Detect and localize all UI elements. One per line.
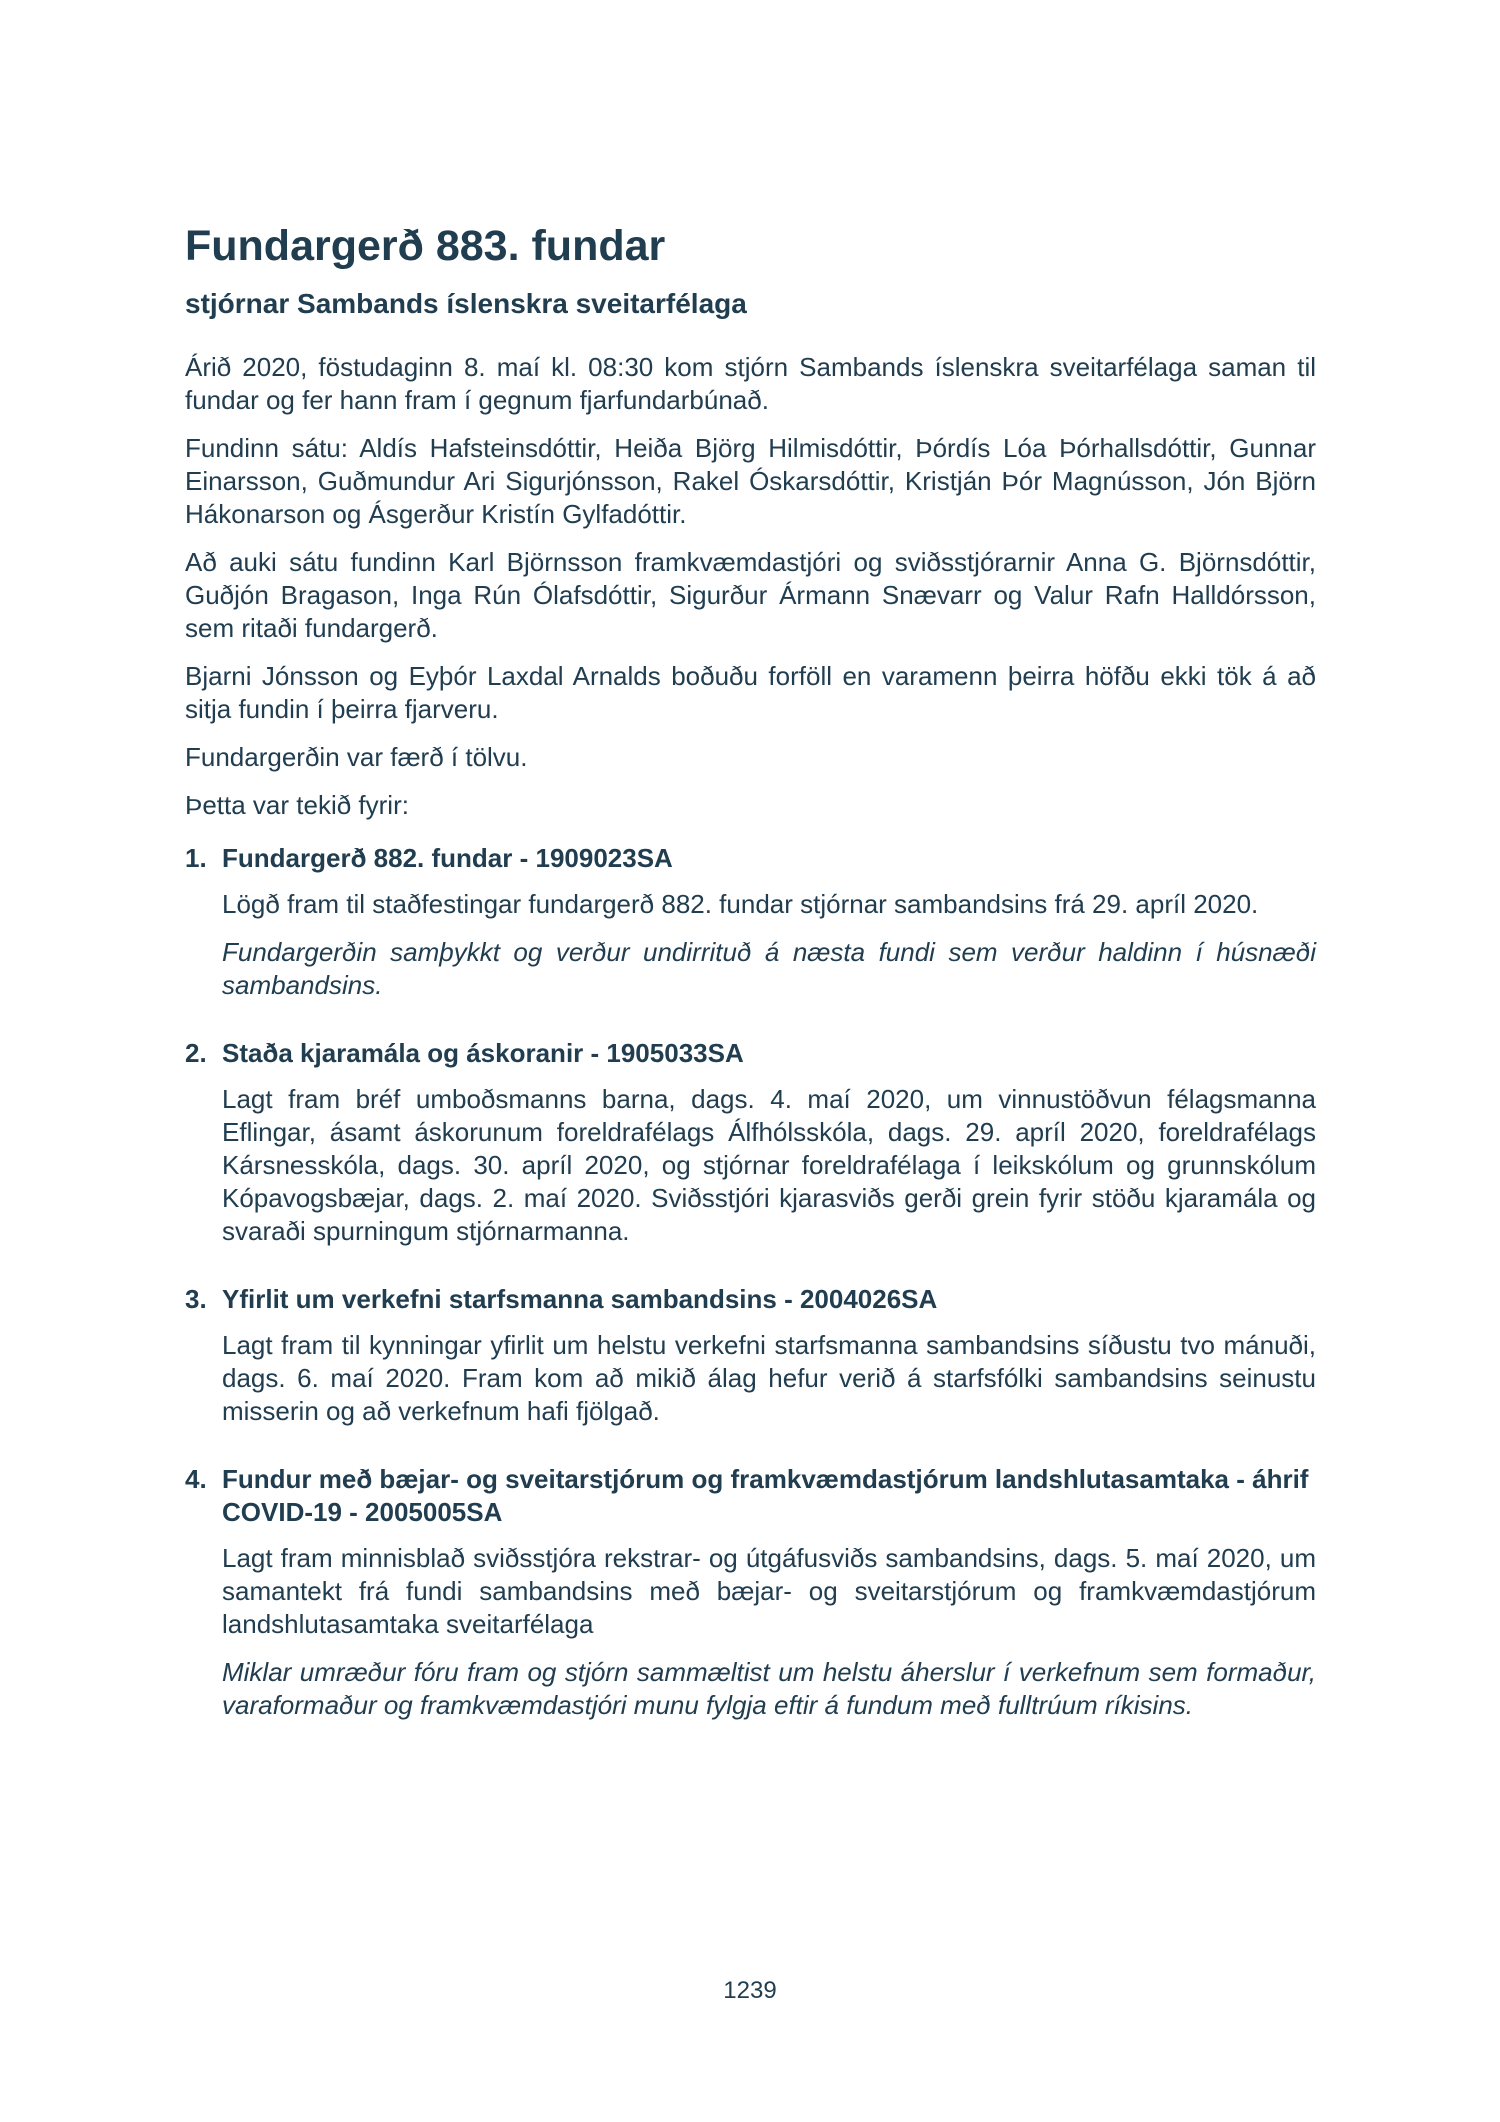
agenda-item-body: Lagt fram minnisblað sviðsstjóra rekstrar- og útgáfusviðs sambandsins, dags. 5. maí 2020, um samantekt frá fundi sambandsins með bæjar- og sveitarstjórum og framkvæmdastjórum landshlutasamtaka sveitarfélaga	[222, 1543, 1316, 1640]
agenda-item-number: 2.	[185, 1038, 207, 1069]
agenda-item-content	[222, 1037, 1316, 1263]
page-number: 1239	[723, 1977, 777, 2004]
document-subtitle: stjórnar Sambands íslenskra sveitarfélaga	[185, 288, 747, 320]
agenda-item-content	[222, 1463, 1316, 1737]
agenda-item-number: 4.	[185, 1464, 207, 1495]
agenda-item-body: Lagt fram bréf umboðsmanns barna, dags. 4. maí 2020, um vinnustöðvun félagsmanna Eflingar, ásamt áskorunum foreldrafélags Álfhólsskóla, dags. 29. apríl 2020, foreldrafélags Kársnesskóla, dags. 30. apríl 2020, og stjórnar foreldrafélaga í leikskólum og grunnskólum Kópavogsbæjar, dags. 2. maí 2020. Sviðsstjóri kjarasviðs gerði grein fyrir stöðu kjaramála og svaraði spurningum stjórnarmanna.	[222, 1084, 1316, 1247]
agenda-item-heading: Fundur með bæjar- og sveitarstjórum og framkvæmdastjórum landshlutasamtaka - áhrif COVID-19 - 2005005SA	[222, 1464, 1309, 1528]
intro-paragraph-minutes-note: Fundargerðin var færð í tölvu.	[185, 742, 528, 773]
document-content	[185, 222, 1316, 1737]
agenda-item-content	[222, 1283, 1316, 1443]
agenda-item-number: 3.	[185, 1284, 207, 1315]
agenda-item-resolution: Miklar umræður fóru fram og stjórn sammæltist um helstu áherslur í verkefnum sem formaður, varaformaður og framkvæmdastjóri munu fylgja eftir á fundum með fulltrúum ríkisins.	[222, 1657, 1316, 1721]
document-title: Fundargerð 883. fundar	[185, 222, 666, 270]
intro-paragraph-attendees: Fundinn sátu: Aldís Hafsteinsdóttir, Heiða Björg Hilmisdóttir, Þórdís Lóa Þórhallsdóttir, Gunnar Einarsson, Guðmundur Ari Sigurjónsson, Rakel Óskarsdóttir, Kristján Þór Magnússon, Jón Björn Hákonarson og Ásgerður Kristín Gylfadóttir.	[185, 433, 1316, 530]
agenda-item-heading: Staða kjaramála og áskoranir - 1905033SA	[222, 1038, 744, 1069]
agenda-item-number: 1.	[185, 843, 207, 874]
intro-paragraph-staff: Að auki sátu fundinn Karl Björnsson framkvæmdastjóri og sviðsstjórarnir Anna G. Björnsdóttir, Guðjón Bragason, Inga Rún Ólafsdóttir, Sigurður Ármann Snævarr og Valur Rafn Halldórsson, sem ritaði fundargerð.	[185, 547, 1316, 644]
agenda-item-body: Lögð fram til staðfestingar fundargerð 882. fundar stjórnar sambandsins frá 29. apríl 2020.	[222, 889, 1259, 920]
agenda-item-1	[185, 842, 1316, 1017]
agenda-item-heading: Fundargerð 882. fundar - 1909023SA	[222, 843, 673, 874]
intro-paragraph-date: Árið 2020, föstudaginn 8. maí kl. 08:30 kom stjórn Sambands íslenskra sveitarfélaga saman til fundar og fer hann fram í gegnum fjarfundarbúnað.	[185, 352, 1316, 416]
agenda-item-4	[185, 1463, 1316, 1737]
agenda-intro-line: Þetta var tekið fyrir:	[185, 790, 409, 821]
agenda-item-2	[185, 1037, 1316, 1263]
agenda-item-3	[185, 1283, 1316, 1443]
agenda-item-body: Lagt fram til kynningar yfirlit um helstu verkefni starfsmanna sambandsins síðustu tvo mánuði, dags. 6. maí 2020. Fram kom að mikið álag hefur verið á starfsfólki sambandsins seinustu misserin og að verkefnum hafi fjölgað.	[222, 1330, 1316, 1427]
agenda-item-heading: Yfirlit um verkefni starfsmanna sambandsins - 2004026SA	[222, 1284, 938, 1315]
agenda-item-resolution: Fundargerðin samþykkt og verður undirrituð á næsta fundi sem verður haldinn í húsnæði sambandsins.	[222, 937, 1316, 1001]
intro-paragraph-absences: Bjarni Jónsson og Eyþór Laxdal Arnalds boðuðu forföll en varamenn þeirra höfðu ekki tök á að sitja fundin í þeirra fjarveru.	[185, 661, 1316, 725]
agenda-item-content	[222, 842, 1316, 1017]
